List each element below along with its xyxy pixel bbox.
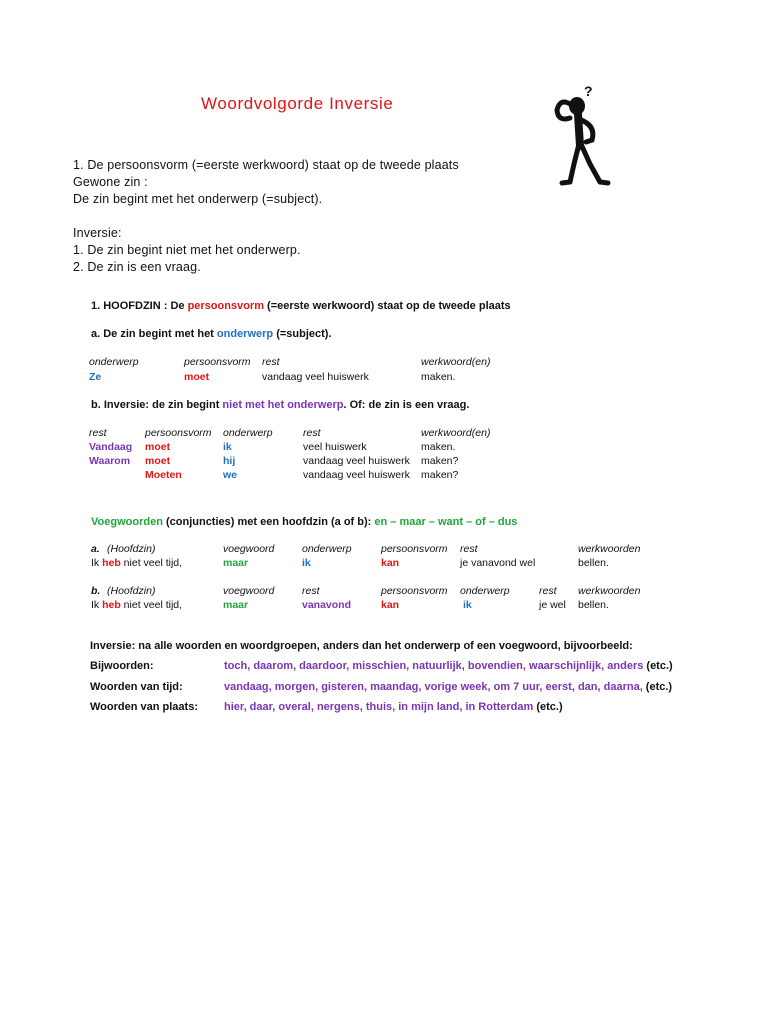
list-value-bijwoorden: toch, daarom, daardoor, misschien, natuurlijk, bovendien, waarschijnlijk, anders (etc.) bbox=[224, 660, 673, 672]
t2-header-onderwerp: onderwerp bbox=[223, 427, 273, 439]
t4-header-hoofdzin: (Hoofdzin) bbox=[107, 585, 156, 597]
t4-header-werkwoorden: werkwoorden bbox=[578, 585, 641, 597]
t3-header-werkwoorden: werkwoorden bbox=[578, 543, 641, 555]
t4-cell-hoofdzin: Ik heb niet veel tijd, bbox=[91, 599, 183, 611]
t2-r2-rest: Waarom bbox=[89, 455, 131, 467]
t4-cell-persoonsvorm: kan bbox=[381, 599, 400, 611]
section-3-heading: Inversie: na alle woorden en woordgroepen, anders dan het onderwerp of een voegwoord, bijvoorbeeld: bbox=[90, 640, 633, 652]
t4-cell-onderwerp: ik bbox=[463, 599, 472, 611]
intro-line-3: De zin begint met het onderwerp (=subject). bbox=[73, 192, 323, 206]
t2-header-persoonsvorm: persoonsvorm bbox=[145, 427, 212, 439]
intro-line-4: Inversie: bbox=[73, 226, 122, 240]
t2-r3-rest-2: vandaag veel huiswerk bbox=[303, 469, 410, 481]
t4-cell-rest-2: je wel bbox=[539, 599, 566, 611]
t2-r1-onderwerp: ik bbox=[223, 441, 232, 453]
t2-r1-persoonsvorm: moet bbox=[145, 441, 171, 453]
t1-header-rest: rest bbox=[262, 356, 280, 368]
t3-cell-voegwoord: maar bbox=[223, 557, 249, 569]
t2-r3-persoonsvorm: Moeten bbox=[145, 469, 182, 481]
t1-cell-rest: vandaag veel huiswerk bbox=[262, 371, 369, 383]
section-1b-heading: b. Inversie: de zin begint niet met het onderwerp. Of: de zin is een vraag. bbox=[91, 399, 470, 411]
t4-cell-rest: vanavond bbox=[302, 599, 352, 611]
intro-line-2: Gewone zin : bbox=[73, 175, 148, 189]
t4-header-onderwerp: onderwerp bbox=[460, 585, 510, 597]
t4-header-rest: rest bbox=[302, 585, 320, 597]
t2-r1-werkwoorden: maken. bbox=[421, 441, 456, 453]
t2-r2-rest-2: vandaag veel huiswerk bbox=[303, 455, 410, 467]
t1-header-werkwoorden: werkwoord(en) bbox=[421, 356, 491, 368]
t2-r2-onderwerp: hij bbox=[223, 455, 236, 467]
t4-header-voegwoord: voegwoord bbox=[223, 585, 275, 597]
t3-cell-hoofdzin: Ik heb niet veel tijd, bbox=[91, 557, 183, 569]
t3-header-voegwoord: voegwoord bbox=[223, 543, 275, 555]
t3-header-persoonsvorm: persoonsvorm bbox=[381, 543, 448, 555]
t2-r2-werkwoorden: maken? bbox=[421, 455, 459, 467]
t2-r3-werkwoorden: maken? bbox=[421, 469, 459, 481]
t2-header-rest-2: rest bbox=[303, 427, 321, 439]
page-title: Woordvolgorde Inversie bbox=[201, 94, 394, 113]
t4-header-rest-2: rest bbox=[539, 585, 557, 597]
t1-cell-persoonsvorm: moet bbox=[184, 371, 210, 383]
list-label-plaats: Woorden van plaats: bbox=[90, 701, 198, 713]
thinking-stick-figure-icon bbox=[548, 82, 614, 188]
intro-line-6: 2. De zin is een vraag. bbox=[73, 260, 201, 274]
t1-header-persoonsvorm: persoonsvorm bbox=[184, 356, 251, 368]
t4-cell-voegwoord: maar bbox=[223, 599, 249, 611]
list-value-tijd: vandaag, morgen, gisteren, maandag, vorige week, om 7 uur, eerst, dan, daarna, (etc.) bbox=[224, 681, 673, 693]
t2-r3-onderwerp: we bbox=[223, 469, 238, 481]
t3-cell-persoonsvorm: kan bbox=[381, 557, 400, 569]
section-1a-heading: a. De zin begint met het onderwerp (=subject). bbox=[91, 328, 332, 340]
list-value-plaats: hier, daar, overal, nergens, thuis, in mijn land, in Rotterdam (etc.) bbox=[224, 701, 563, 713]
t3-header-rest: rest bbox=[460, 543, 478, 555]
t1-cell-onderwerp: Ze bbox=[89, 371, 102, 383]
t4-cell-werkwoorden: bellen. bbox=[578, 599, 609, 611]
intro-line-1: 1. De persoonsvorm (=eerste werkwoord) staat op de tweede plaats bbox=[73, 158, 459, 172]
t3-header-onderwerp: onderwerp bbox=[302, 543, 352, 555]
t3-cell-onderwerp: ik bbox=[302, 557, 311, 569]
t3-header-letter: a. bbox=[91, 543, 100, 555]
t2-r1-rest: Vandaag bbox=[89, 441, 133, 453]
list-label-bijwoorden: Bijwoorden: bbox=[90, 660, 154, 672]
question-mark: ? bbox=[584, 83, 593, 99]
t2-r2-persoonsvorm: moet bbox=[145, 455, 171, 467]
section-1-heading: 1. HOOFDZIN : De persoonsvorm (=eerste werkwoord) staat op de tweede plaats bbox=[91, 300, 511, 312]
t3-cell-werkwoorden: bellen. bbox=[578, 557, 609, 569]
t3-header-hoofdzin: (Hoofdzin) bbox=[107, 543, 156, 555]
t2-header-rest: rest bbox=[89, 427, 107, 439]
t4-header-letter: b. bbox=[91, 585, 101, 597]
intro-line-5: 1. De zin begint niet met het onderwerp. bbox=[73, 243, 301, 257]
t1-cell-werkwoorden: maken. bbox=[421, 371, 456, 383]
t3-cell-rest: je vanavond wel bbox=[460, 557, 536, 569]
t1-header-onderwerp: onderwerp bbox=[89, 356, 139, 368]
t2-header-werkwoorden: werkwoord(en) bbox=[421, 427, 491, 439]
list-label-tijd: Woorden van tijd: bbox=[90, 681, 183, 693]
t4-header-persoonsvorm: persoonsvorm bbox=[381, 585, 448, 597]
t2-r1-rest-2: veel huiswerk bbox=[303, 441, 367, 453]
section-2-heading: Voegwoorden (conjuncties) met een hoofdzin (a of b): en – maar – want – of – dus bbox=[91, 516, 518, 528]
